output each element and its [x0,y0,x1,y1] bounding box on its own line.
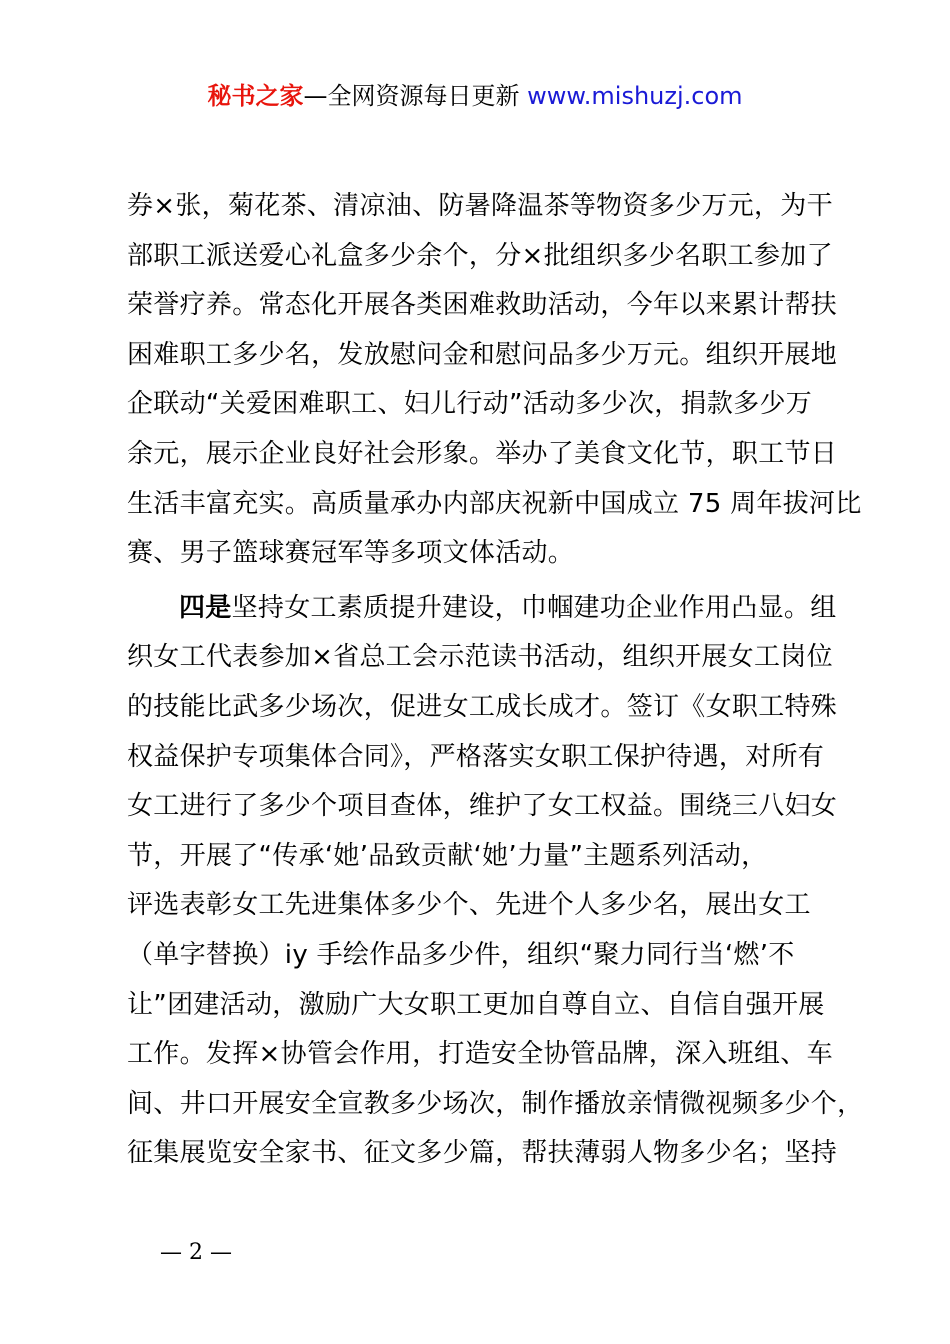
text-line: 余元，展示企业良好社会形象。举办了美食文化节，职工节日 [127,438,838,469]
document-body [127,182,864,1179]
paragraph-1 [127,182,862,579]
text-line: 赛、男子篮球赛冠军等多项文体活动。 [127,538,575,569]
text-line: 评选表彰女工先进集体多少个、先进个人多少名，展出女工 [127,890,811,921]
text-line: 权益保护专项集体合同》，严格落实女职工保护待遇，对所有 [127,741,825,772]
site-url-link[interactable]: www.mishuzj.com [527,82,743,110]
text-line: 征集展览安全家书、征文多少篇，帮扶薄弱人物多少名；坚持 [127,1138,838,1169]
text-line: 荣誉疗养。常态化开展各类困难救助活动，今年以来累计帮扶 [127,290,838,321]
paragraph-2 [127,584,864,1179]
text-line: 节，开展了“传承‘她’品致贡献‘她’力量”主题系列活动， [127,840,768,871]
header-tagline: —全网资源每日更新 [303,82,528,110]
text-line: 企联动“关爱困难职工、妇儿行动”活动多少次，捐款多少万 [127,389,813,420]
brand-name: 秘书之家 [207,82,304,110]
text-line: 间、井口开展安全宣教多少场次，制作播放亲情微视频多少个， [127,1088,864,1119]
text-line-first [127,584,837,634]
text-line: 工作。发挥×协管会作用，打造安全协管品牌，深入班组、车 [127,1039,833,1070]
text-line: 生活丰富充实。高质量承办内部庆祝新中国成立 75 周年拔河比 [127,488,862,519]
text-line: 困难职工多少名，发放慰问金和慰问品多少万元。组织开展地 [127,339,838,370]
text-line: 的技能比武多少场次，促进女工成长成才。签订《女职工特殊 [127,691,838,722]
text-line: （单字替换）iy 手绘作品多少件，组织“聚力同行当‘燃’不 [127,939,795,970]
page-number: — 2 — [160,1240,232,1265]
text-line: 女工进行了多少个项目查体，维护了女工权益。围绕三八妇女 [127,791,838,822]
text-line: 让”团建活动，激励广大女职工更加自尊自立、自信自强开展 [127,989,825,1020]
text-line: 券×张，菊花茶、清凉油、防暑降温茶等物资多少万元，为干 [127,191,833,221]
paragraph-lead-rest: 坚持女工素质提升建设，巾帼建功企业作用凸显。组 [231,592,837,623]
paragraph-lead: 四是 [179,592,232,623]
text-line: 织女工代表参加×省总工会示范读书活动，组织开展女工岗位 [127,642,833,673]
text-line: 部职工派送爱心礼盒多少余个，分×批组织多少名职工参加了 [127,240,833,271]
page-header [0,80,950,112]
